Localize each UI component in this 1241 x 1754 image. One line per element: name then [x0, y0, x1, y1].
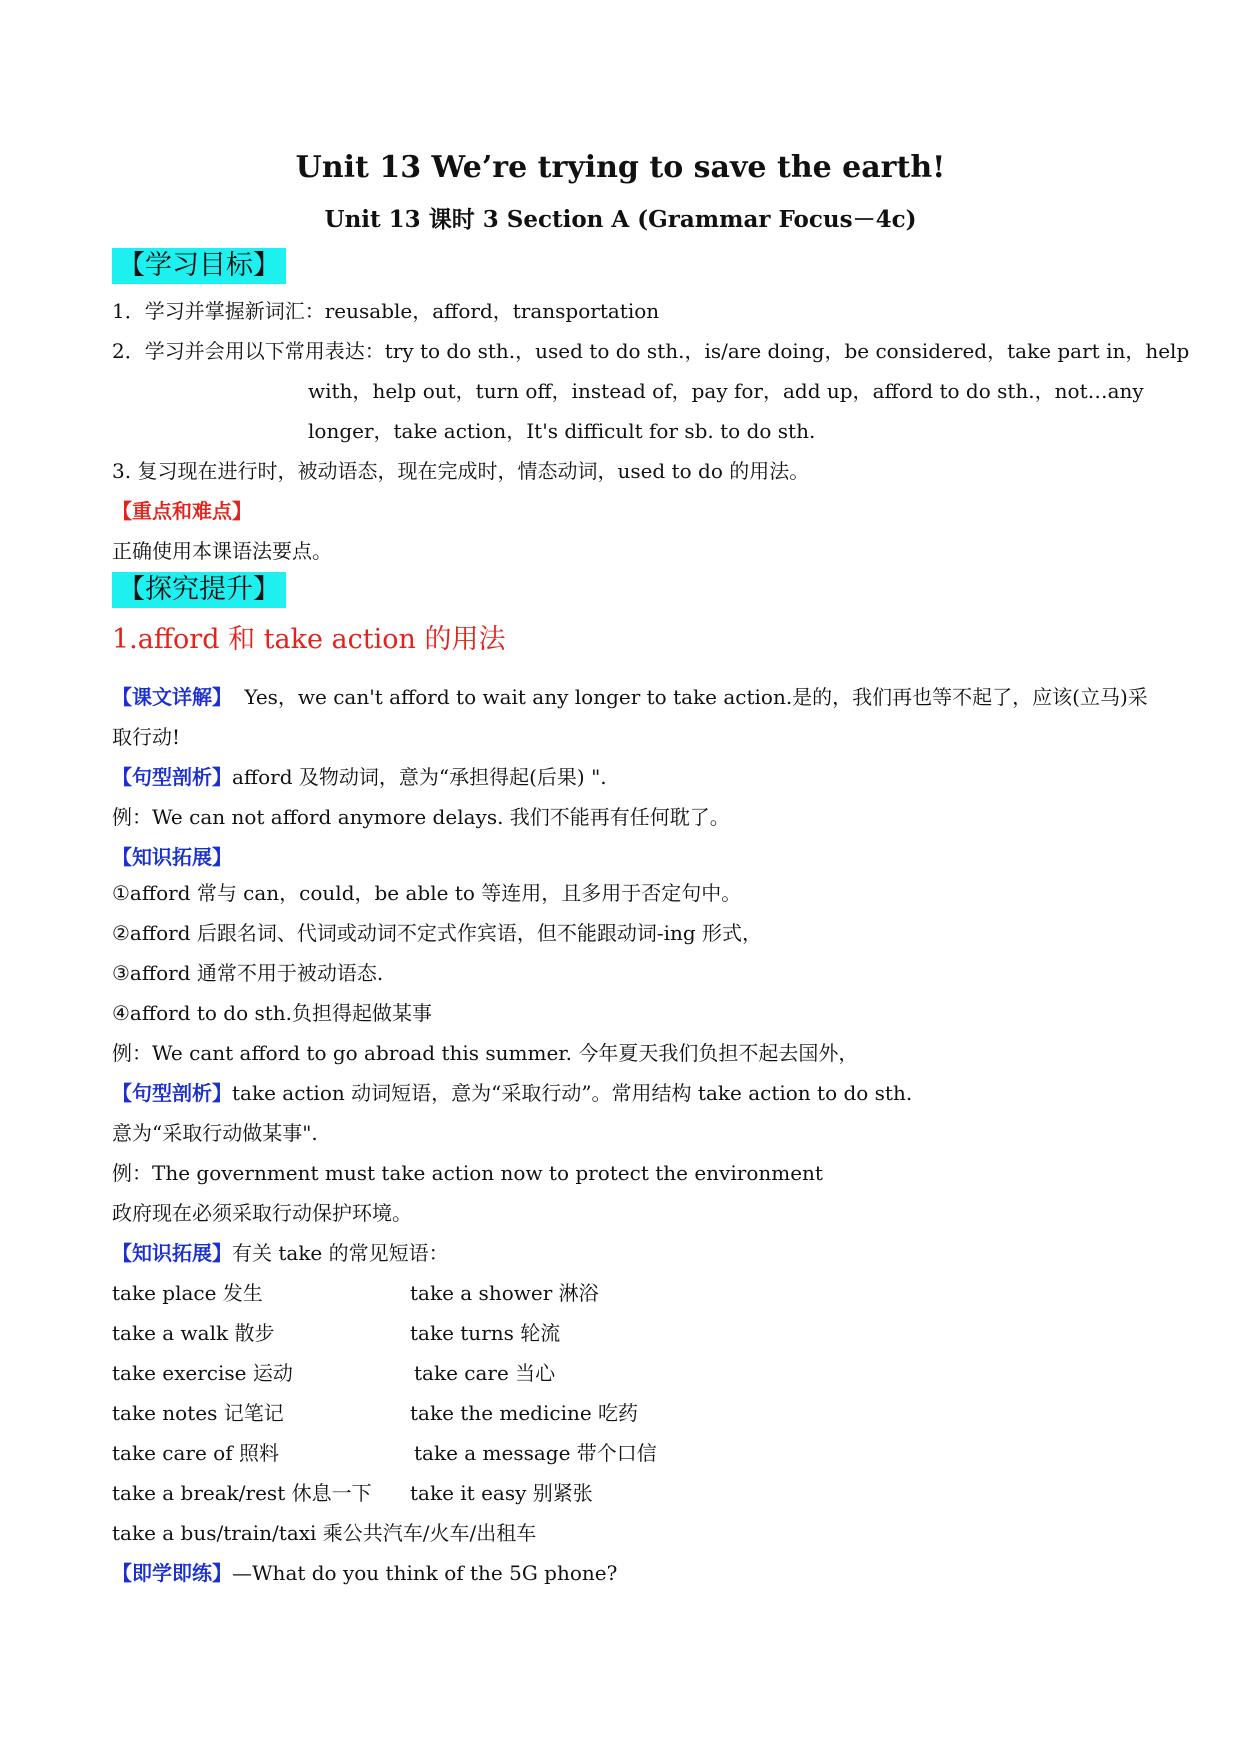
expand-1-item: ②afford 后跟名词、代词或动词不定式作宾语，但不能跟动词-ing 形式，	[112, 921, 763, 945]
objectives-heading: 【学习目标】	[112, 248, 286, 284]
practice-text: —What do you think of the 5G phone?	[232, 1561, 618, 1585]
expand-1-item: ③afford 通常不用于被动语态.	[112, 961, 384, 985]
text-detail-line-2: 取行动!	[112, 725, 181, 749]
example-2: 例：We cant afford to go abroad this summer. 今年夏天我们负担不起去国外，	[112, 1041, 859, 1065]
objective-text: instead of，	[571, 379, 692, 403]
expand-2-label: 【知识拓展】	[112, 1241, 232, 1265]
text-detail-label: 【课文详解】	[112, 685, 232, 709]
phrase-left: take place 发生	[112, 1281, 263, 1305]
key-points-label	[112, 496, 252, 526]
expand-1-item: ④afford to do sth.负担得起做某事	[112, 1001, 432, 1025]
phrase-left: take care of 照料	[112, 1441, 279, 1465]
objective-text: with，	[308, 379, 373, 403]
objective-text: help	[1145, 339, 1190, 363]
key-points-label-text: 【重点和难点】	[112, 499, 252, 523]
practice	[112, 1558, 617, 1588]
analysis-2-text: take action 动词短语，意为“采取行动”。常用结构 take action to do sth.	[232, 1081, 913, 1105]
objective-item-1: 1．学习并掌握新词汇：reusable，afford，transportation	[112, 299, 660, 323]
practice-label: 【即学即练】	[112, 1561, 232, 1585]
expand-1-label	[112, 842, 232, 872]
analysis-2-line-2: 意为“采取行动做某事".	[112, 1121, 318, 1145]
analysis-1	[112, 762, 607, 792]
objective-text: 2．学习并会用以下常用表达：try to do sth.，	[112, 339, 536, 363]
example-3-translation: 政府现在必须采取行动保护环境。	[112, 1201, 412, 1225]
objective-text: be considered，	[844, 339, 1008, 363]
phrase-right: take turns 轮流	[410, 1321, 561, 1345]
expand-2-text: 有关 take 的常见短语：	[232, 1241, 449, 1265]
document-subtitle: Unit 13 课时 3 Section A (Grammar Focus－4c)	[324, 206, 917, 233]
section-1-title: 1.afford 和 take action 的用法	[112, 624, 506, 655]
objective-item-2-line-1	[112, 336, 1190, 366]
phrase-left: take notes 记笔记	[112, 1401, 284, 1425]
phrase-left: take a break/rest 休息一下	[112, 1481, 372, 1505]
analysis-2-label: 【句型剖析】	[112, 1081, 232, 1105]
phrase-last: take a bus/train/taxi 乘公共汽车/火车/出租车	[112, 1521, 537, 1545]
objective-item-2-line-2	[308, 376, 1144, 406]
objective-item-3: 3. 复习现在进行时，被动语态，现在完成时，情态动词，used to do 的用法。	[112, 459, 810, 483]
explore-heading: 【探究提升】	[112, 572, 286, 608]
example-3: 例：The government must take action now to protect the environment	[112, 1161, 823, 1185]
objective-text: turn off，	[475, 379, 572, 403]
phrase-right: take the medicine 吃药	[410, 1401, 639, 1425]
phrase-left: take exercise 运动	[112, 1361, 293, 1385]
phrase-right: take a message 带个口信	[414, 1441, 657, 1465]
objective-text: pay for，	[691, 379, 783, 403]
analysis-1-label: 【句型剖析】	[112, 765, 232, 789]
objective-text: help out，	[372, 379, 476, 403]
phrase-right: take it easy 别紧张	[410, 1481, 593, 1505]
expand-2	[112, 1238, 449, 1268]
objective-text: take part in，	[1007, 339, 1146, 363]
document-title: Unit 13 We’re trying to save the earth!	[295, 150, 946, 185]
phrase-left: take a walk 散步	[112, 1321, 275, 1345]
expand-1-item: ①afford 常与 can，could，be able to 等连用，且多用于否定句中。	[112, 881, 742, 905]
example-1: 例：We can not afford anymore delays. 我们不能再有任何耽了。	[112, 805, 730, 829]
key-points-text: 正确使用本课语法要点。	[112, 539, 332, 563]
expand-1-label-text: 【知识拓展】	[112, 845, 232, 869]
objective-text: afford to do sth.，	[872, 379, 1055, 403]
objective-text: add up，	[782, 379, 873, 403]
text-detail-content: Yes，we can't afford to wait any longer to take action.是的，我们再也等不起了，应该(立马)采	[244, 685, 1148, 709]
analysis-2	[112, 1078, 912, 1108]
phrase-right: take care 当心	[414, 1361, 556, 1385]
objective-text: used to do sth.，	[535, 339, 705, 363]
objective-text: not…any	[1054, 379, 1144, 403]
analysis-1-text: afford 及物动词，意为“承担得起(后果) ".	[232, 765, 607, 789]
phrase-right: take a shower 淋浴	[410, 1281, 599, 1305]
objective-item-2-line-3: longer，take action，It's difficult for sb. to do sth.	[308, 419, 816, 443]
text-detail-line-1	[112, 682, 1148, 712]
objective-text: is/are doing，	[704, 339, 845, 363]
